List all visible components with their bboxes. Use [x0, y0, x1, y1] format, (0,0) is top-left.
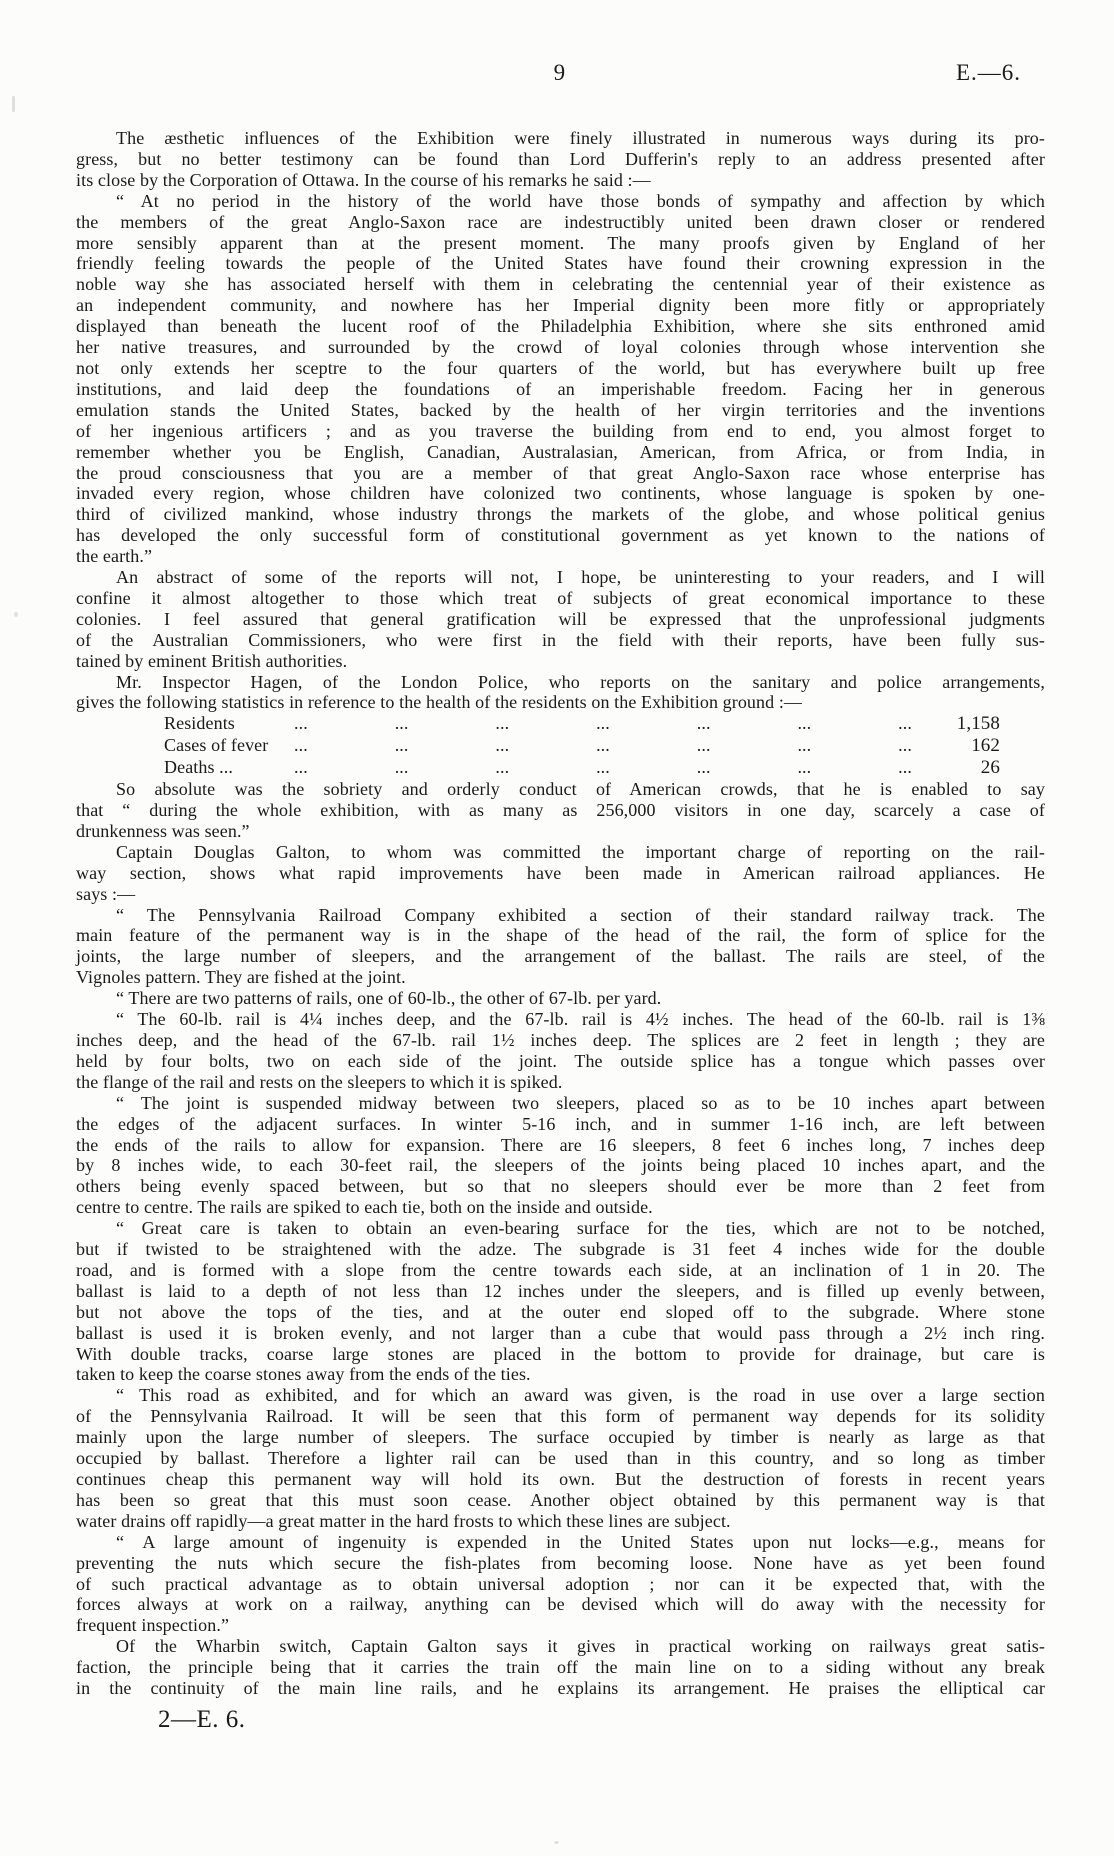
dot-group: ...	[797, 757, 812, 778]
text-line: that “ during the whole exhibition, with as many as 256,000 visitors in one day, scarcely a case of	[76, 800, 1045, 820]
text-line: An abstract of some of the reports will not, I hope, be uninteresting to your readers, and I will	[116, 567, 1045, 588]
text-line: by 8 inches wide, to each 30-feet rail, the sleepers of the joints being placed 10 inches apart, and the	[76, 1155, 1045, 1176]
text-line: tained by eminent British authorities.	[76, 650, 348, 671]
paragraph	[76, 842, 1045, 905]
text-line: the members of the great Anglo-Saxon race are indestructibly united been drawn closer or rendered	[76, 211, 1045, 232]
text-line: ballast is used it is broken evenly, and not larger than a cube that would pass through a 2½ inch ring.	[76, 1322, 1045, 1343]
paragraph	[76, 1636, 1045, 1699]
text-line: Captain Douglas Galton, to whom was committed the important charge of reporting on the rail-	[116, 841, 1045, 862]
paragraph	[76, 905, 1045, 989]
text-line: “ The 60-lb. rail is 4¼ inches deep, and the 67-lb. rail is 4½ inches. The head of the 60-lb. rail is 1⅜	[116, 1009, 1045, 1030]
text-line: “ At no period in the history of the world have those bonds of sympathy and affection by which	[116, 190, 1045, 211]
dot-leader	[284, 735, 928, 756]
dot-group: ...	[394, 735, 409, 756]
text-line: faction, the principle being that it carries the train off the main line on to a siding without any break	[76, 1657, 1045, 1678]
page-header	[76, 0, 1045, 98]
text-line: of the Pennsylvania Railroad. It will be seen that this form of permanent way depends for its solidity	[76, 1406, 1045, 1427]
stat-value: 162	[971, 735, 1000, 757]
text-line: but not above the tops of the ties, and at the outer end sloped off to the subgrade. Where stone	[76, 1301, 1045, 1322]
text-line: the earth.”	[76, 546, 153, 567]
text-line: ballast is laid to a depth of not less than 12 inches under the sleepers, and is filled up evenly between,	[76, 1280, 1045, 1301]
text-line: but if twisted to be straightened with the adze. The subgrade is 31 feet 4 inches wide for the double	[76, 1239, 1045, 1260]
text-line: inches deep, and the head of the 67-lb. rail 1½ inches deep. The splices are 2 feet in length ; they are	[76, 1029, 1045, 1050]
text-line: emulation stands the United States, backed by the health of her virgin territories and the inventions	[76, 399, 1045, 420]
dot-leader	[284, 757, 928, 778]
dot-group: ...	[596, 735, 610, 756]
text-line: displayed than beneath the lucent roof of the Philadelphia Exhibition, where she sits enthroned amid	[76, 316, 1045, 337]
text-line: noble way she has associated herself with them in celebrating the centennial year of their existence as	[76, 274, 1045, 295]
dot-group: ...	[797, 735, 812, 756]
text-line: gress, but no better testimony can be found than Lord Dufferin's reply to an address presented after	[76, 148, 1045, 169]
text-line: Mr. Inspector Hagen, of the London Police, who reports on the sanitary and police arrangements,	[116, 671, 1045, 692]
text-line: the flange of the rail and rests on the sleepers to which it is spiked.	[76, 1071, 563, 1092]
text-line: Of the Wharbin switch, Captain Galton says it gives in practical working on railways great satis-	[116, 1636, 1045, 1657]
text-line: frequent inspection.”	[76, 1615, 230, 1636]
text-line: institutions, and laid deep the foundations of an imperishable freedom. Facing her in generous	[76, 378, 1045, 399]
text-line: has been so great that this must soon cease. Another object obtained by this permanent way is that	[76, 1489, 1045, 1510]
text-line: third of civilized mankind, whose industry throngs the markets of the globe, and whose political genius	[76, 504, 1045, 525]
text-line: main feature of the permanent way is in the shape of the head of the rail, the form of splice for the	[76, 925, 1045, 946]
text-line: of the Australian Commissioners, who were first in the field with their reports, have been fully sus-	[76, 629, 1045, 650]
paragraph	[76, 988, 1045, 1009]
paragraph	[76, 1532, 1045, 1637]
text-line: friendly feeling towards the people of the United States have found their crowning expression in the	[76, 253, 1045, 274]
dot-group: ...	[495, 713, 510, 734]
text-line: “ Great care is taken to obtain an even-bearing surface for the ties, which are not to be notched,	[116, 1218, 1045, 1239]
stat-value: 26	[980, 757, 1000, 779]
text-line: “ This road as exhibited, and for which an award was given, is the road in use over a large section	[116, 1385, 1045, 1406]
dot-group: ...	[294, 713, 308, 734]
text-line: The æsthetic influences of the Exhibition were finely illustrated in numerous ways during its pro-	[116, 128, 1045, 148]
text-line: mainly upon the large number of sleepers. The surface occupied by timber is nearly as large as that	[76, 1427, 1045, 1448]
text-line: joints, the large number of sleepers, and the arrangement of the ballast. The rails are steel, of the	[76, 946, 1045, 967]
text-line: “ The Pennsylvania Railroad Company exhibited a section of their standard railway track. The	[116, 904, 1045, 925]
text-line: way section, shows what rapid improvements have been made in American railroad appliances. He	[76, 862, 1045, 883]
stat-label: Cases of fever	[164, 735, 269, 756]
text-line: its close by the Corporation of Ottawa. In the course of his remarks he said :—	[76, 169, 651, 190]
text-line: With double tracks, coarse large stones are placed in the bottom to provide for drainage, but care is	[76, 1343, 1045, 1364]
dot-group: ...	[294, 735, 308, 756]
text-line: of her ingenious artificers ; and as you traverse the building from end to end, you almost forget to	[76, 420, 1045, 441]
statistics-table	[76, 713, 1045, 779]
text-line: confine it almost altogether to those which treat of subjects of great economical importance to these	[76, 587, 1045, 608]
dot-group: ...	[696, 735, 711, 756]
text-line: says :—	[76, 883, 136, 904]
dot-group: ...	[898, 713, 912, 734]
text-line: “ A large amount of ingenuity is expended in the United States upon nut locks—e.g., means for	[116, 1531, 1045, 1552]
paragraph	[76, 567, 1045, 672]
paragraph	[76, 1009, 1045, 1093]
text-line: colonies. I feel assured that general gratification will be expressed that the unprofessional judgments	[76, 608, 1045, 629]
dot-group: ...	[596, 713, 610, 734]
stat-row	[76, 735, 1045, 757]
document-body	[76, 128, 1045, 1699]
scan-artifact	[554, 1841, 559, 1844]
text-line: “ There are two patterns of rails, one of 60-lb., the other of 67-lb. per yard.	[116, 988, 662, 1009]
scan-artifact	[12, 96, 15, 112]
text-line: of such practical advantage as to obtain universal adoption ; nor can it be expected that, with the	[76, 1573, 1045, 1594]
text-line: an independent community, and nowhere has her Imperial dignity been more fitly or appropriately	[76, 295, 1045, 316]
text-line: preventing the nuts which secure the fish-plates from becoming loose. None have as yet been found	[76, 1552, 1045, 1573]
dot-group: ...	[797, 713, 812, 734]
text-line: has developed the only successful form of constitutional government as yet known to the nations of	[76, 525, 1045, 546]
paragraph	[76, 672, 1045, 714]
text-line: water drains off rapidly—a great matter in the hard frosts to which these lines are subject.	[76, 1510, 731, 1531]
document-reference: E.—6.	[955, 60, 1021, 85]
paragraph	[76, 779, 1045, 842]
dot-group: ...	[495, 757, 510, 778]
text-line: the edges of the adjacent surfaces. In winter 5-16 inch, and in summer 1-16 inch, are left between	[76, 1113, 1045, 1134]
stat-value: 1,158	[956, 713, 1000, 735]
dot-group: ...	[898, 757, 912, 778]
text-line: occupied by ballast. Therefore a lighter rail can be used than in this country, and so long as timber	[76, 1448, 1045, 1469]
text-line: more sensibly apparent than at the present moment. The many proofs given by England of her	[76, 232, 1045, 253]
text-line: drunkenness was seen.”	[76, 820, 250, 841]
text-line: not only extends her sceptre to the four quarters of the world, but has everywhere built up free	[76, 357, 1045, 378]
stat-label: Residents	[164, 713, 235, 734]
stat-row	[76, 757, 1045, 779]
text-line: the proud consciousness that you are a member of that great Anglo-Saxon race whose enterprise has	[76, 462, 1045, 483]
text-line: invaded every region, whose children have colonized two continents, whose language is spoken by one-	[76, 483, 1045, 504]
text-line: centre to centre. The rails are spiked to each tie, both on the inside and outside.	[76, 1197, 653, 1218]
stat-row	[76, 713, 1045, 735]
text-line: taken to keep the coarse stones away from the ends of the ties.	[76, 1364, 531, 1385]
dot-group: ...	[495, 735, 510, 756]
text-line: her native treasures, and surrounded by the crowd of loyal colonies through whose intervention she	[76, 337, 1045, 358]
scan-artifact	[14, 612, 18, 617]
dot-leader	[284, 713, 928, 734]
text-line: others being evenly spaced between, but so that no sleepers should ever be more than 2 feet from	[76, 1176, 1045, 1197]
text-line: So absolute was the sobriety and orderly conduct of American crowds, that he is enabled to say	[116, 779, 1045, 800]
dot-group: ...	[596, 757, 610, 778]
dot-group: ...	[394, 757, 409, 778]
paragraph	[76, 1385, 1045, 1531]
paragraph	[76, 128, 1045, 191]
paragraph	[76, 1093, 1045, 1218]
dot-group: ...	[394, 713, 409, 734]
page-number: 9	[553, 60, 566, 85]
page-footer	[76, 1706, 1045, 1734]
text-line: in the continuity of the main line rails, and he explains its arrangement. He praises the elliptical car	[76, 1678, 1045, 1699]
text-line: remember whether you be English, Canadian, Australasian, American, from Africa, or from India, in	[76, 441, 1045, 462]
stat-label: Deaths ...	[164, 757, 233, 778]
dot-group: ...	[294, 757, 308, 778]
text-line: forces always at work on a railway, anything can be devised which will do away with the necessity for	[76, 1594, 1045, 1615]
paragraph	[76, 1218, 1045, 1385]
text-line: held by four bolts, two on each side of the joint. The outside splice has a tongue which passes over	[76, 1050, 1045, 1071]
printers-signature: 2—E. 6.	[158, 1705, 246, 1733]
text-line: road, and is formed with a slope from the centre towards each side, at an inclination of 1 in 20. The	[76, 1259, 1045, 1280]
text-line: gives the following statistics in reference to the health of the residents on the Exhibition ground :—	[76, 692, 803, 713]
dot-group: ...	[696, 757, 711, 778]
paragraph	[76, 191, 1045, 567]
text-line: “ The joint is suspended midway between two sleepers, placed so as to be 10 inches apart between	[116, 1092, 1045, 1113]
dot-group: ...	[898, 735, 912, 756]
text-line: Vignoles pattern. They are fished at the joint.	[76, 967, 406, 988]
text-line: continues cheap this permanent way will hold its own. But the destruction of forests in recent years	[76, 1469, 1045, 1489]
dot-group: ...	[696, 713, 711, 734]
text-line: the ends of the rails to allow for expansion. There are 16 sleepers, 8 feet 6 inches long, 7 inches deep	[76, 1134, 1045, 1155]
